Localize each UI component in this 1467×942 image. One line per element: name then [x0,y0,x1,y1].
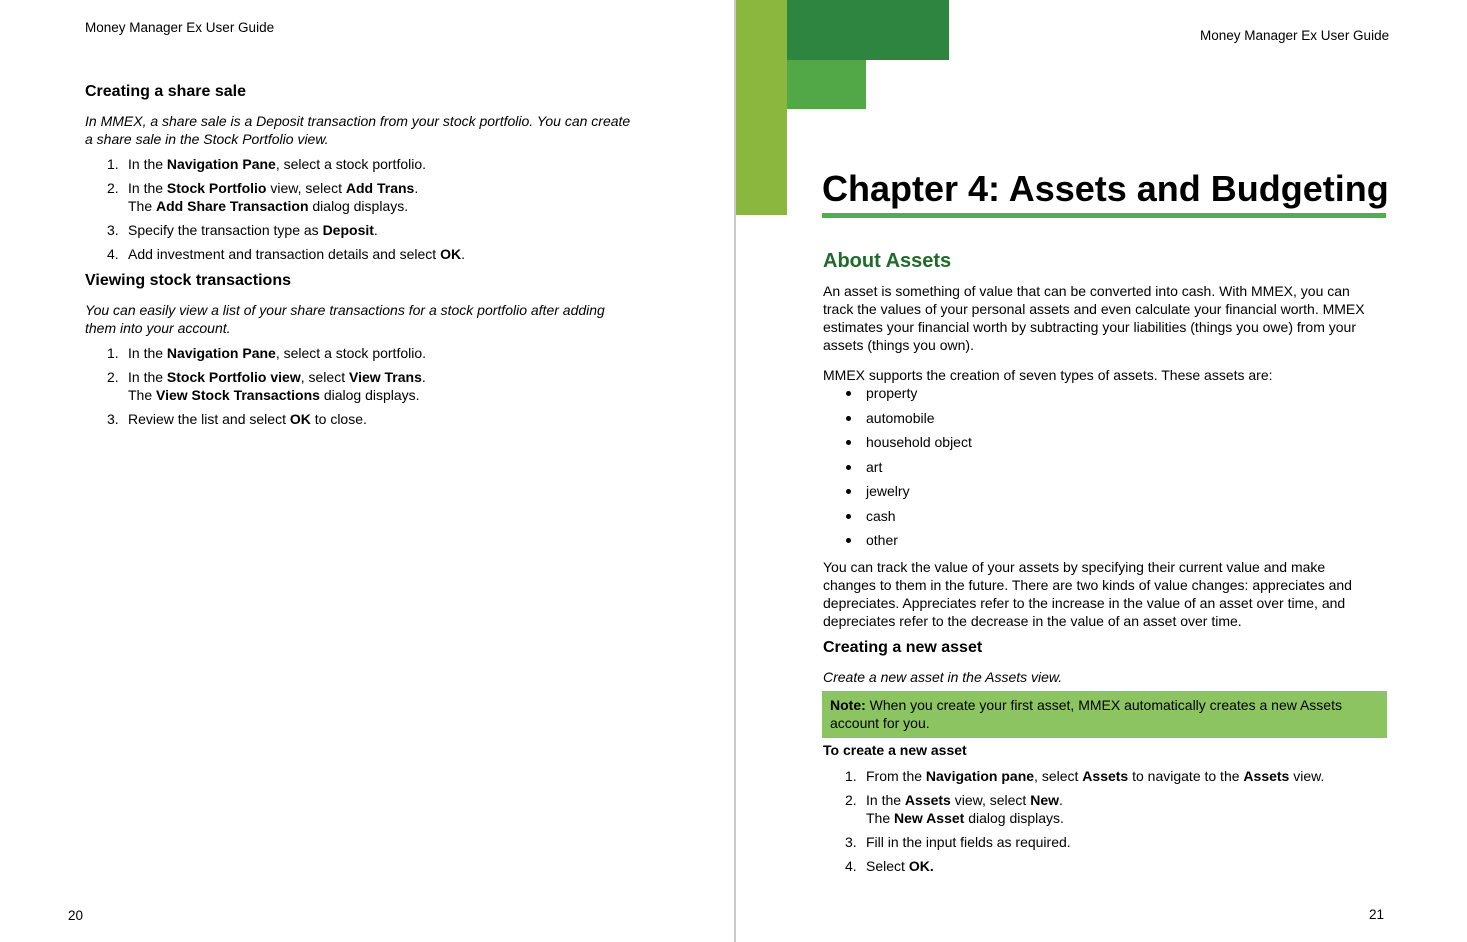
step-list [823,767,1423,881]
list-item: 3. Specify the transaction type as Deposit. [107,222,378,238]
paragraph: An asset is something of value that can be converted into cash. With MMEX, you can track the values of your personal assets and even calculate your financial worth. MMEX estimates your financial worth by subtracting your liabilities (things you owe) from your assets (things you own). [823,283,1365,353]
list-item: 1. In the Navigation Pane, select a stock portfolio. [107,345,427,361]
running-header: Money Manager Ex User Guide [1200,28,1390,43]
list-item: 3. Review the list and select OK to close. [107,411,367,427]
section-intro: In MMEX, a share sale is a Deposit transaction from your stock portfolio. You can create a share sale in the Stock Portfolio view. [85,113,631,147]
list-item: property [823,384,1223,402]
section-intro: You can easily view a list of your share transactions for a stock portfolio after adding them into your account. [85,302,605,336]
section-title-create-asset: Creating a new asset [823,639,983,656]
list-item: jewelry [823,482,1223,500]
list-item: 4. Select OK. [845,858,934,874]
decorative-block-mid-green [787,60,866,109]
paragraph: You can track the value of your assets by specifying their current value and make changes to them in the future. There are two kinds of value changes: appreciates and depreciates. Appreciates refer to the increase in the value of an asset over time, and depreciates refer to the decrease in the value of an asset over time. [823,559,1352,629]
section-intro: Create a new asset in the Assets view. [823,669,1063,685]
list-item: automobile [823,409,1223,427]
step-list [85,344,685,434]
list-item: 1. From the Navigation pane, select Assets to navigate to the Assets view. [845,768,1325,784]
asset-type-list [823,384,1223,556]
list-item: 2. In the Assets view, select New. The New Asset dialog displays. [845,792,1064,826]
section-title-view-transactions: Viewing stock transactions [85,272,291,289]
section-title-share-sale: Creating a share sale [85,83,246,100]
chapter-title: Chapter 4: Assets and Budgeting [822,168,1389,209]
list-item: art [823,458,1223,476]
list-item: cash [823,507,1223,525]
page-number: 20 [68,908,84,923]
paragraph: MMEX supports the creation of seven types of assets. These assets are: [823,367,1273,383]
list-item: 2. In the Stock Portfolio view, select View Trans. The View Stock Transactions dialog displays. [107,369,426,403]
right-page [736,0,1467,942]
page-number: 21 [1369,907,1385,922]
list-item: 4. Add investment and transaction details and select OK. [107,246,465,262]
procedure-title: To create a new asset [823,742,967,758]
decorative-block-lime [736,0,787,215]
note-label: Note: [830,697,866,713]
section-title-about-assets: About Assets [823,250,952,272]
running-header: Money Manager Ex User Guide [85,20,275,35]
list-item: 1. In the Navigation Pane, select a stock portfolio. [107,156,427,172]
list-item: household object [823,433,1223,451]
note-box: Note: When you create your first asset, MMEX automatically creates a new Assets account for you. [822,691,1387,738]
list-item: 3. Fill in the input fields as required. [845,834,1071,850]
chapter-underline [822,213,1386,218]
step-list [85,155,685,269]
decorative-block-dark-green [787,0,949,60]
list-item: 2. In the Stock Portfolio view, select Add Trans. The Add Share Transaction dialog displays. [107,180,419,214]
list-item: other [823,531,1223,549]
